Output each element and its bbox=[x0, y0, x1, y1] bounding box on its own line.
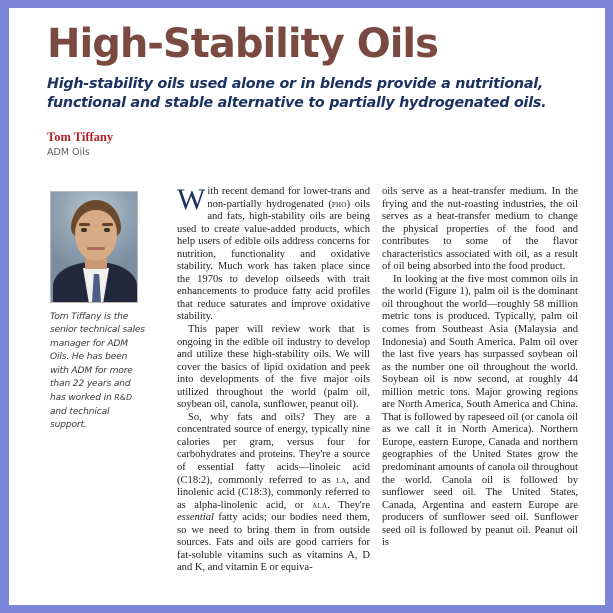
text-column-right bbox=[382, 186, 578, 550]
photo-mouth bbox=[87, 247, 105, 250]
photo-eye-right bbox=[104, 228, 110, 232]
paragraph-text: , and linolenic acid (C18:3), commonly referred to as alpha-linolenic acid, or bbox=[177, 474, 370, 511]
photo-caption-text-b: and technical support. bbox=[50, 406, 110, 431]
photo-eyebrow-right bbox=[102, 223, 113, 226]
paragraph-text: . They're bbox=[327, 499, 370, 511]
figure-rail bbox=[50, 191, 150, 433]
paragraph: In looking at the five most common oils in the world (Figure 1), palm oil is the dominant oil throughout the world—roughly 58 million metric tons is produced. Typically, palm oil comes from Southeast Asia (Malaysia and Indonesia) and South America. Palm oil over the last five years has surpassed soybean oil as the number one oil throughout the world. Soybean oil is now second, at roughly 44 million metric tons. Major growing regions are North America, South America and China. That is followed by rapeseed oil (or canola oil as we call it in North America). Northern Europe, eastern Europe, Canada and northern geographies of the United States grow the predominant amounts of canola oil throughout the world. Canola oil is followed by sunflower seed oil. The United States, Canada, Argentina and eastern Europe are producers of sunflower seed oil. Sunflower seed oil is followed by peanut oil. Peanut oil is bbox=[382, 273, 578, 549]
photo-caption-text-a: Tom Tiffany is the senior technical sales manager for ADM Oils. He has been with ADM for more than 22 years and has worked in bbox=[50, 312, 145, 404]
abbrev-la: la bbox=[336, 475, 347, 486]
abbrev-pho: pho bbox=[331, 199, 347, 210]
article-body bbox=[9, 183, 605, 605]
article-page bbox=[9, 8, 605, 605]
drop-cap-w: W bbox=[177, 183, 206, 216]
paragraph-text: ith recent demand for lower-trans and non-partially hydrogenated ( bbox=[207, 186, 370, 210]
photo-eyebrow-left bbox=[79, 223, 90, 226]
abbrev-ala: ala bbox=[312, 500, 328, 511]
paragraph bbox=[177, 183, 370, 324]
photo-face-shape bbox=[75, 210, 117, 260]
text-column-left bbox=[177, 183, 370, 575]
page-title: High-Stability Oils bbox=[47, 21, 438, 67]
paragraph-text: So, why fats and oils? They are a concentrated source of energy, typically nine calories per gram, versus four for carbohydrates and proteins. They're a source of essential fatty acids—linoleic acid (C18:2), commonly referred to as bbox=[177, 411, 370, 486]
paragraph: oils serve as a heat-transfer medium. In the frying and the nut-roasting industries, the oil serves as a heat-transfer medium to change the physical properties of the food and contributes to some of the flavor characteristics associated with oil, as a result of oil being absorbed into the food product. bbox=[382, 186, 578, 273]
emphasis-essential: essential bbox=[177, 512, 214, 524]
paragraph bbox=[177, 412, 370, 575]
byline bbox=[47, 130, 587, 159]
paragraph-text: ) oils and fats, high-stability oils are being used to create value-added products, which help users of edible oils address concerns for nutrition, functionality and oxidative stability. Much work has taken place since the 1970s to develop oilseeds with trait enhancements to produce fatty acid profiles that reduce saturates and improve oxidative stability. bbox=[177, 198, 370, 323]
paragraph: This paper will review work that is ongoing in the edible oil industry to develop and utilize these high-stability oils. We will cover the basics of lipid oxidation and peek into developments of the five major oils utilized throughout the world (palm oil, soybean oil, canola, sunflower, peanut oil). bbox=[177, 324, 370, 411]
author-organization: ADM Oils bbox=[47, 147, 90, 158]
photo-eye-left bbox=[81, 228, 87, 232]
photo-caption bbox=[50, 311, 148, 433]
masthead bbox=[47, 22, 587, 159]
paragraph-text: fatty acids; our bodies need them, so we need to bring them in from outside sources. Fats and oils are good carriers for fat-soluble vitamins such as vitamins A, D and K, and vitamin E or equiva- bbox=[177, 512, 370, 574]
author-name: Tom Tiffany bbox=[47, 130, 114, 144]
author-photo bbox=[50, 191, 138, 303]
subtitle: High-stability oils used alone or in blends provide a nutritional, functional and stable alternative to partially hydrogenated oils. bbox=[47, 76, 547, 111]
photo-caption-smallcaps: R&D bbox=[114, 393, 133, 403]
